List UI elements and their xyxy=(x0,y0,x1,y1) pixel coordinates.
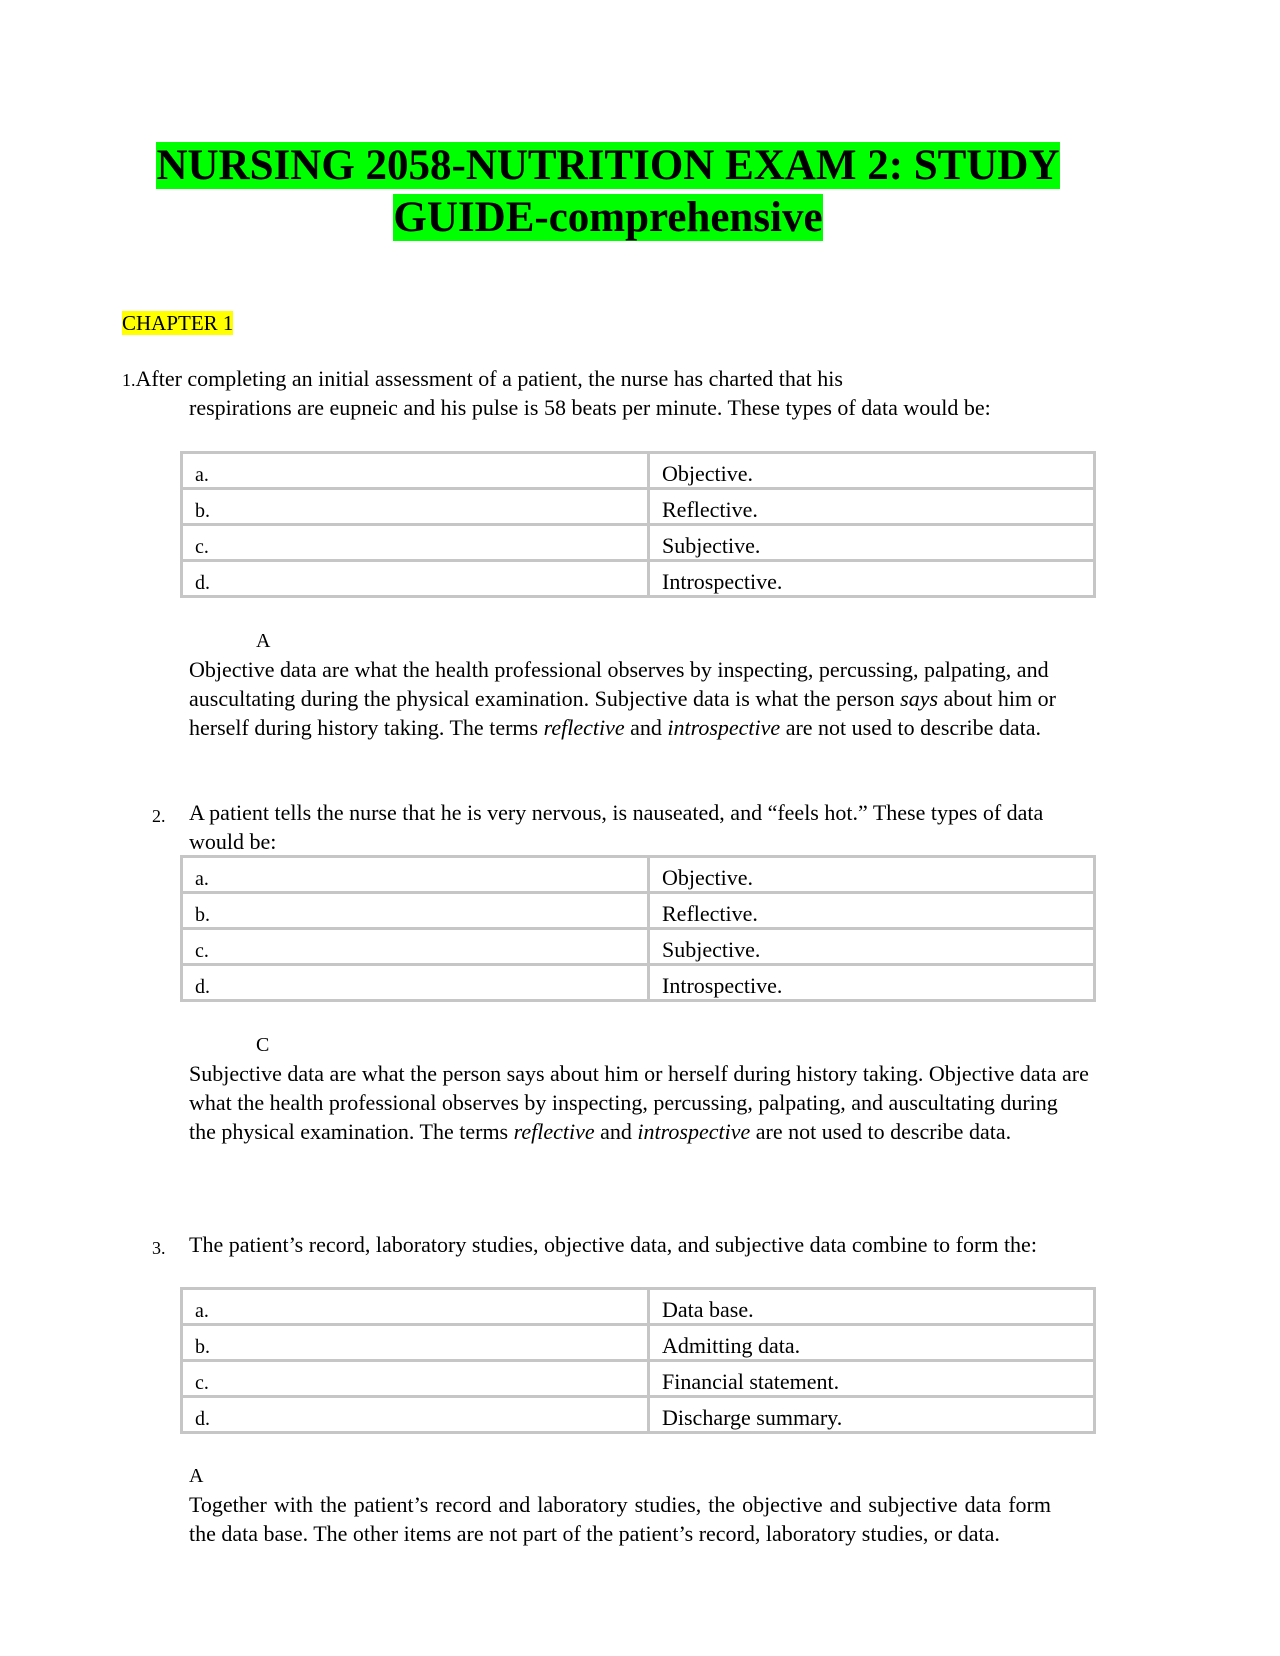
option-text: Subjective. xyxy=(649,525,1095,561)
option-text: Reflective. xyxy=(649,489,1095,525)
option-row[interactable] xyxy=(182,1325,1095,1361)
option-letter: c. xyxy=(182,929,649,965)
rationale: Subjective data are what the person says about him or herself during history taking. Objective data are what the health professional observes by inspecting, percussing, palpating, and auscultating during the physical examination. The terms reflective and introspective are not used to describe data. xyxy=(189,1061,1089,1144)
option-text: Subjective. xyxy=(649,929,1095,965)
option-letter: c. xyxy=(182,1361,649,1397)
question-number: 1. xyxy=(122,370,136,390)
options-table xyxy=(180,855,1096,1002)
question-1-stem xyxy=(122,364,1082,395)
option-row[interactable] xyxy=(182,489,1095,525)
option-row[interactable] xyxy=(182,857,1095,893)
option-letter: d. xyxy=(182,965,649,1001)
option-letter: b. xyxy=(182,893,649,929)
option-text: Introspective. xyxy=(649,561,1095,597)
option-text: Objective. xyxy=(649,857,1095,893)
option-row[interactable] xyxy=(182,929,1095,965)
option-letter: a. xyxy=(182,857,649,893)
option-row[interactable] xyxy=(182,525,1095,561)
option-letter: d. xyxy=(182,561,649,597)
rationale: Together with the patient’s record and laboratory studies, the objective and subjective data form the data base. The other items are not part of the patient’s record, laboratory studies, or data. xyxy=(189,1492,1051,1546)
option-text: Financial statement. xyxy=(649,1361,1095,1397)
option-text: Data base. xyxy=(649,1289,1095,1325)
option-text: Admitting data. xyxy=(649,1325,1095,1361)
question-number: 3. xyxy=(152,1238,166,1258)
option-row[interactable] xyxy=(182,561,1095,597)
answer-key: A xyxy=(256,630,271,652)
option-row[interactable] xyxy=(182,965,1095,1001)
question-2-stem: A patient tells the nurse that he is very nervous, is nauseated, and “feels hot.” These types of data would be: xyxy=(189,800,1044,854)
chapter-label: CHAPTER 1 xyxy=(122,311,234,335)
option-letter: a. xyxy=(182,1289,649,1325)
option-row[interactable] xyxy=(182,893,1095,929)
option-text: Reflective. xyxy=(649,893,1095,929)
question-number: 2. xyxy=(152,806,166,826)
option-letter: c. xyxy=(182,525,649,561)
answer-key: C xyxy=(256,1034,270,1056)
option-letter: b. xyxy=(182,489,649,525)
options-table xyxy=(180,451,1096,598)
title-line-2: GUIDE-comprehensive xyxy=(393,194,823,241)
answer-key: A xyxy=(189,1465,204,1487)
options-table xyxy=(180,1287,1096,1434)
title-line-1: NURSING 2058-NUTRITION EXAM 2: STUDY xyxy=(156,142,1060,189)
page-title xyxy=(120,140,1096,244)
option-row[interactable] xyxy=(182,1361,1095,1397)
option-letter: b. xyxy=(182,1325,649,1361)
option-text: Discharge summary. xyxy=(649,1397,1095,1433)
question-1-continuation: respirations are eupneic and his pulse is 58 beats per minute. These types of data would be: xyxy=(189,395,991,420)
question-1-line-1: After completing an initial assessment of a patient, the nurse has charted that his xyxy=(135,366,843,391)
option-letter: a. xyxy=(182,453,649,489)
question-3-stem: The patient’s record, laboratory studies, objective data, and subjective data combine to form the: xyxy=(189,1232,1037,1257)
option-row[interactable] xyxy=(182,453,1095,489)
option-text: Objective. xyxy=(649,453,1095,489)
option-text: Introspective. xyxy=(649,965,1095,1001)
rationale: Objective data are what the health professional observes by inspecting, percussing, palpating, and auscultating during the physical examination. Subjective data is what the person says about him or herself during history taking. The terms reflective and introspective are not used to describe data. xyxy=(189,657,1056,740)
option-letter: d. xyxy=(182,1397,649,1433)
option-row[interactable] xyxy=(182,1397,1095,1433)
chapter-heading xyxy=(122,310,233,336)
option-row[interactable] xyxy=(182,1289,1095,1325)
